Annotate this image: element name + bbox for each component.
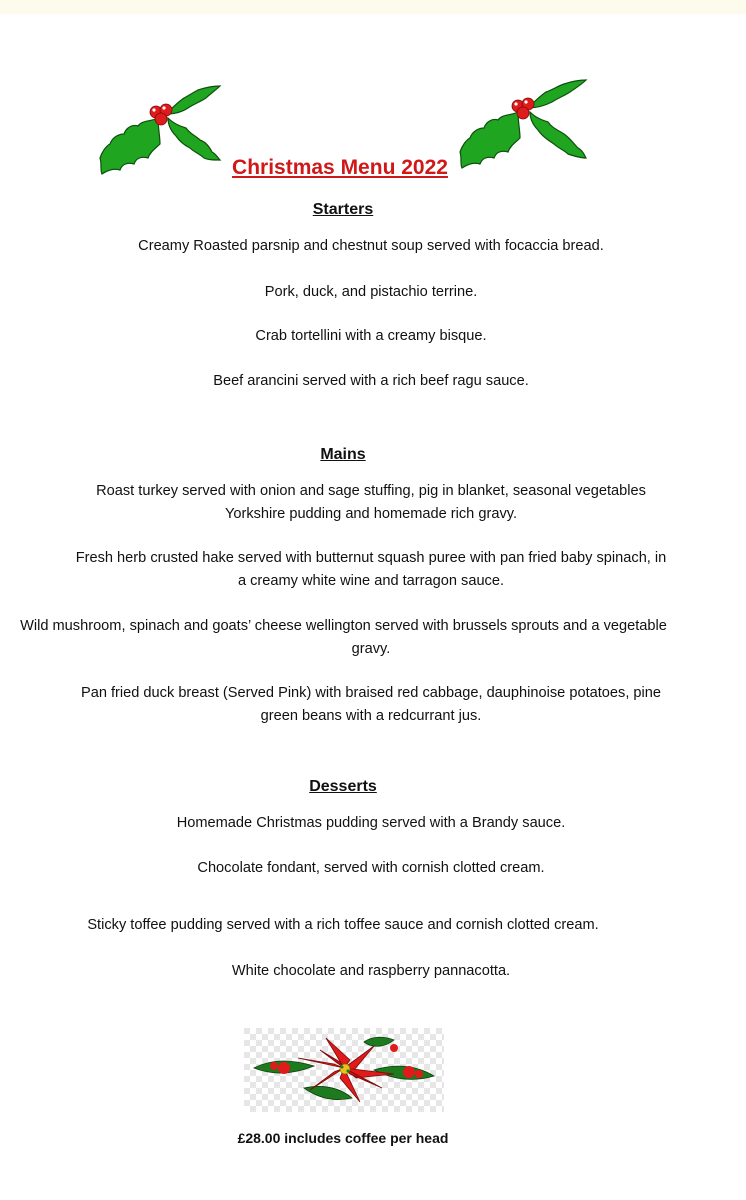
main-item-line: green beans with a redcurrant jus. — [260, 708, 482, 724]
main-item — [0, 615, 742, 661]
main-item-line: Roast turkey served with onion and sage stuffing, pig in blanket, seasonal vegetables — [96, 483, 646, 499]
desserts-heading: Desserts — [309, 778, 377, 795]
starter-item: Creamy Roasted parsnip and chestnut soup served with focaccia bread. — [138, 238, 604, 254]
top-strip — [0, 0, 746, 14]
price-note: £28.00 includes coffee per head — [237, 1130, 449, 1146]
main-item-line: Fresh herb crusted hake served with butternut squash puree with pan fried baby spinach, in — [75, 550, 667, 566]
main-item-line: Pan fried duck breast (Served Pink) with braised red cabbage, dauphinoise potatoes, pine — [80, 685, 662, 701]
main-item-line: Wild mushroom, spinach and goats’ cheese wellington served with brussels sprouts and a vegetable — [20, 618, 667, 634]
main-item-line: gravy. — [351, 641, 391, 657]
dessert-item: Homemade Christmas pudding served with a Brandy sauce. — [176, 815, 566, 831]
dessert-item: Sticky toffee pudding served with a rich toffee sauce and cornish clotted cream. — [87, 917, 599, 933]
main-item-line: a creamy white wine and tarragon sauce. — [237, 573, 505, 589]
main-item-line: Yorkshire pudding and homemade rich gravy. — [224, 506, 518, 522]
main-item — [0, 682, 742, 728]
starter-item: Beef arancini served with a rich beef ragu sauce. — [213, 373, 529, 389]
main-item — [0, 547, 742, 593]
starters-heading: Starters — [312, 201, 374, 218]
dessert-item: White chocolate and raspberry pannacotta. — [231, 963, 511, 979]
poinsettia-icon — [244, 1028, 444, 1112]
starter-item: Crab tortellini with a creamy bisque. — [255, 328, 487, 344]
menu-title: Christmas Menu 2022 — [232, 156, 448, 179]
dessert-item: Chocolate fondant, served with cornish clotted cream. — [197, 860, 545, 876]
starter-item: Pork, duck, and pistachio terrine. — [264, 284, 478, 300]
mains-heading: Mains — [320, 446, 366, 463]
main-item — [0, 480, 742, 526]
